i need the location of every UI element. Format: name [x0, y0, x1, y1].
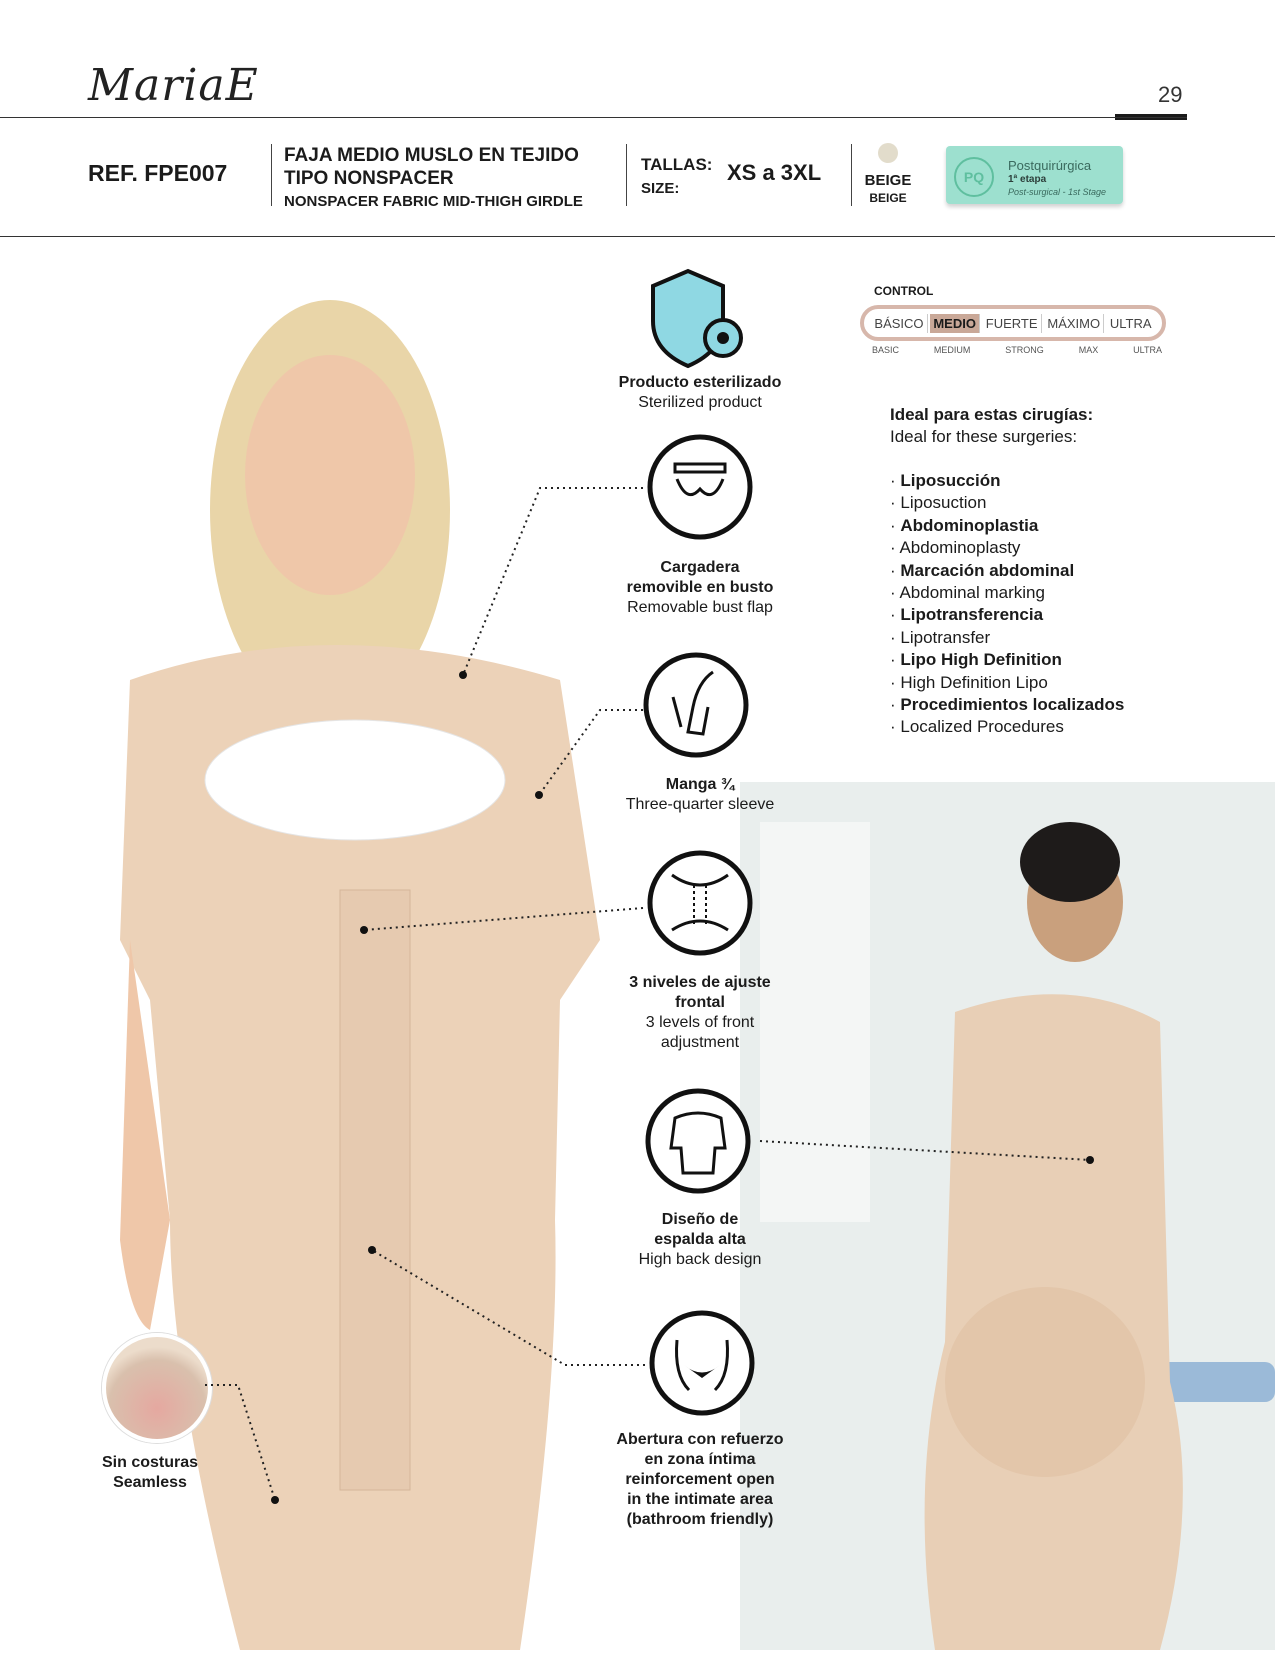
- badge-title: Postquirúrgica: [1008, 158, 1092, 173]
- feature-high-back-text: Diseño de espalda alta High back design: [638, 1211, 762, 1268]
- control-level-maximo: MÁXIMO: [1044, 314, 1104, 333]
- callout-line: [760, 1141, 1090, 1160]
- seamless-text: Sin costuras Seamless: [101, 1454, 199, 1491]
- brand-logo: MariaE: [88, 60, 259, 111]
- callout-pin: [360, 926, 368, 934]
- product-title: FAJA MEDIO MUSLO EN TEJIDO TIPO NONSPACER: [284, 145, 579, 189]
- control-level-fuerte: FUERTE: [983, 314, 1042, 333]
- feature-bust-flap-text: Cargadera removible en busto Removable bust flap: [626, 559, 774, 616]
- list-item: · Abdominal marking: [890, 583, 1045, 603]
- sizes-label-es: TALLAS:: [641, 155, 713, 174]
- control-level-en: STRONG: [1005, 345, 1044, 355]
- page-number: 29: [1158, 82, 1183, 107]
- list-item: · Abdominoplastia: [890, 515, 1039, 535]
- control-level-medio: MEDIO: [930, 314, 980, 333]
- control-level-ultra: ULTRA: [1109, 315, 1152, 331]
- feature-front-adjustment-text: 3 niveles de ajuste frontal 3 levels of front adjustment: [629, 974, 771, 1051]
- callout-line: [205, 1385, 275, 1500]
- feature-sterilized-text: Producto esterilizado Sterilized product: [618, 374, 782, 411]
- callout-line: [364, 908, 643, 930]
- list-item: · Liposuction: [890, 493, 987, 513]
- callout-line: [539, 710, 643, 795]
- control-level-en: BASIC: [872, 345, 900, 355]
- list-item: · Lipotransfer: [890, 627, 991, 647]
- callout-pin: [368, 1246, 376, 1254]
- control-level-en: MAX: [1078, 345, 1099, 355]
- control-level-en: MEDIUM: [933, 345, 971, 355]
- sizes-value: XS a 3XL: [727, 160, 822, 185]
- product-ref: REF. FPE007: [88, 160, 228, 186]
- ideal-heading: Ideal para estas cirugías:: [890, 405, 1094, 424]
- list-item: · Localized Procedures: [890, 717, 1064, 737]
- list-item: · Liposucción: [890, 471, 1001, 490]
- feature-intimate-opening-text: Abertura con refuerzo en zona íntima reinforcement open in the intimate area (bathroom friendly): [616, 1431, 784, 1528]
- list-item: · Marcación abdominal: [890, 560, 1075, 580]
- pq-icon: PQ: [954, 157, 994, 197]
- product-title-en: NONSPACER FABRIC MID-THIGH GIRDLE: [284, 193, 583, 210]
- list-item: · Procedimientos localizados: [890, 695, 1125, 715]
- list-item: · Lipo High Definition: [890, 650, 1062, 670]
- ideal-heading-en: Ideal for these surgeries:: [890, 427, 1078, 446]
- color-name-en: BEIGE: [869, 191, 907, 205]
- control-level-basico: BÁSICO: [871, 314, 927, 333]
- callout-pin: [271, 1496, 279, 1504]
- callout-line: [372, 1250, 645, 1365]
- callout-line: [463, 488, 643, 675]
- control-label: CONTROL: [874, 284, 934, 298]
- color-name-es: BEIGE: [864, 172, 912, 189]
- callout-pin: [459, 671, 467, 679]
- callout-pin: [535, 791, 543, 799]
- list-item: · Abdominoplasty: [890, 538, 1021, 558]
- badge-stage-en: Post-surgical - 1st Stage: [1008, 187, 1107, 197]
- badge-stage: 1ª etapa: [1008, 174, 1047, 185]
- control-level-en: ULTRA: [1133, 345, 1162, 355]
- feature-sleeve-text: Manga ¾ Three-quarter sleeve: [625, 776, 775, 813]
- list-item: · Lipotransferencia: [890, 605, 1044, 625]
- callout-pin: [1086, 1156, 1094, 1164]
- sizes-label-en: SIZE:: [641, 180, 680, 197]
- list-item: · High Definition Lipo: [890, 672, 1048, 692]
